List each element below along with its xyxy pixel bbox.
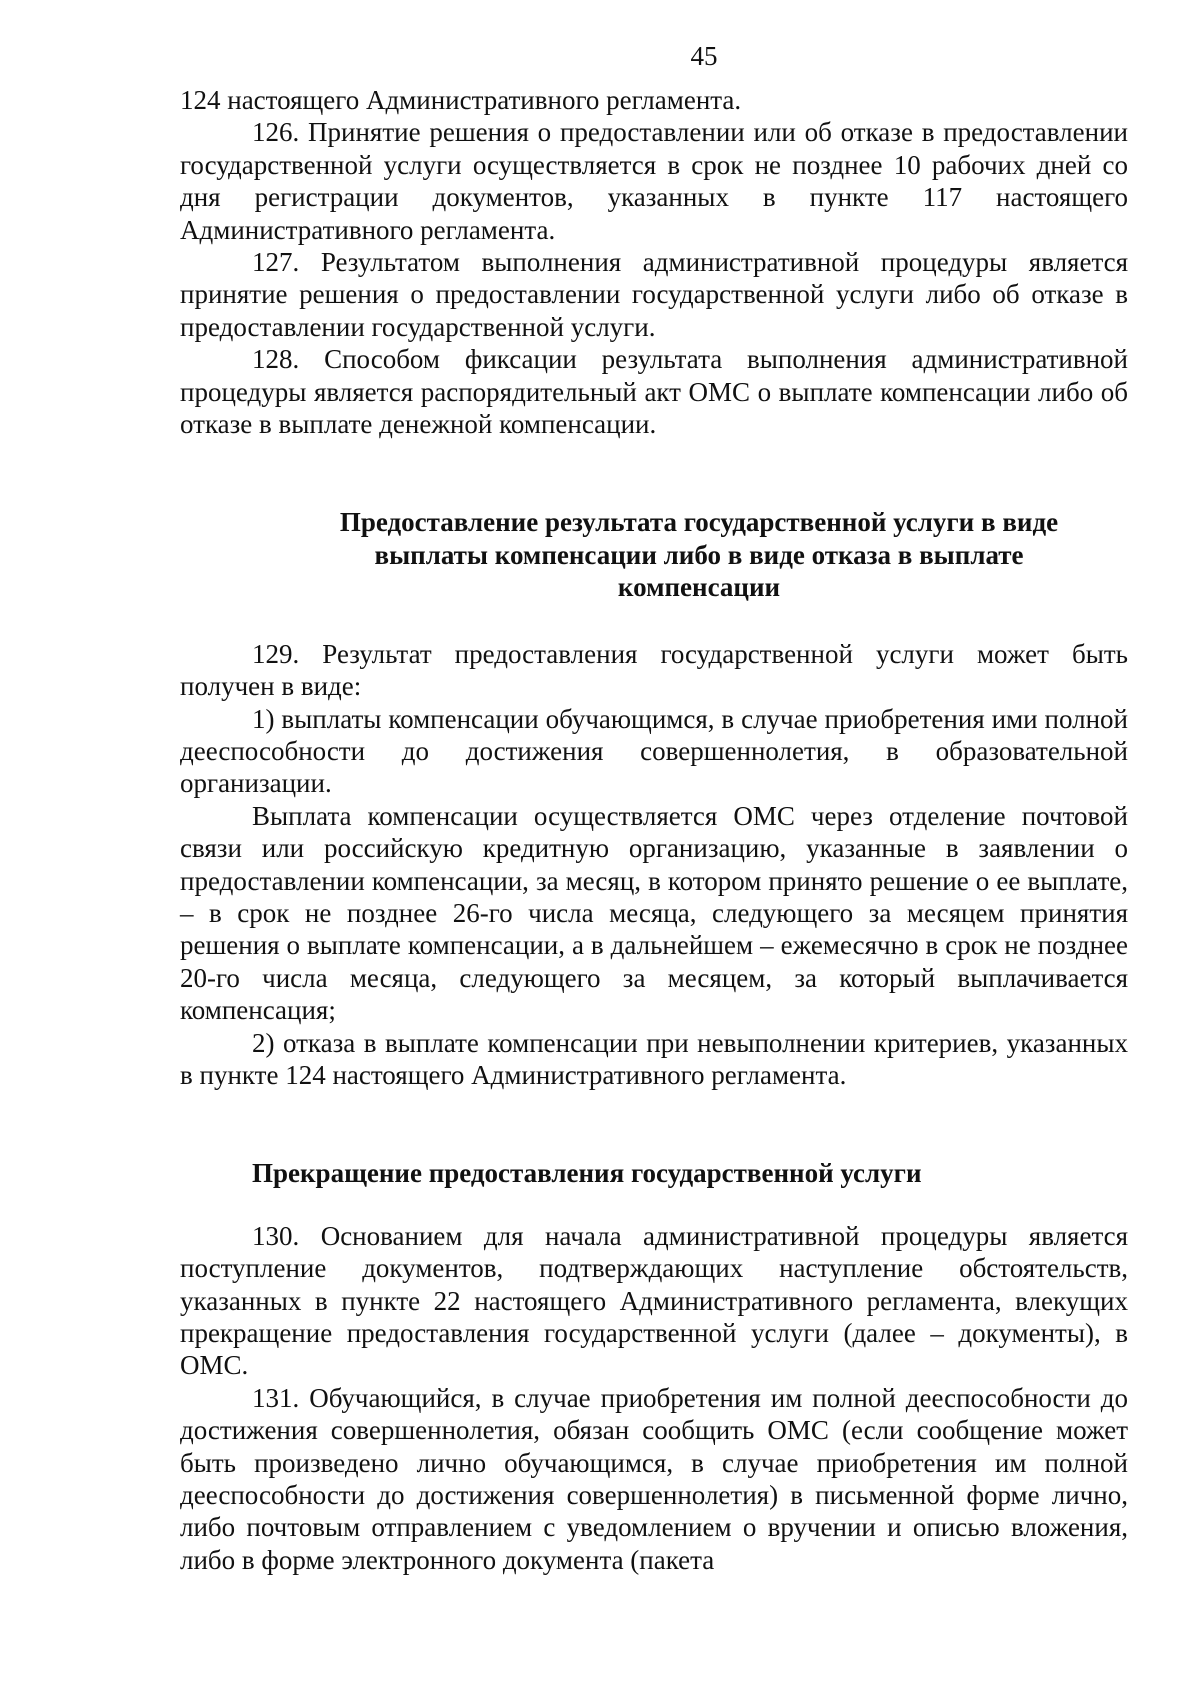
paragraph-continuation: 124 настоящего Административного регламента. (180, 85, 742, 115)
paragraph-129: 129. Результат предоставления государственной услуги может быть получен в виде: (180, 638, 1128, 702)
section-heading-termination: Прекращение предоставления государственной услуги (252, 1158, 922, 1189)
list-item-2: 2) отказа в выплате компенсации при невыполнении критериев, указанных в пункте 124 настоящего Административного регламента. (180, 1027, 1128, 1090)
page-number: 45 (690, 41, 718, 71)
paragraph-126: 126. Принятие решения о предоставлении или об отказе в предоставлении государственной услуги осуществляется в срок не позднее 10 рабочих дней со дня регистрации документов, указанных в пункте 117 настоящего Административного регламента. (180, 117, 1128, 245)
section-heading-result: Предоставление результата государственной услуги в виде выплаты компенсации либо в виде отказа в выплате компенсации (339, 507, 1059, 603)
list-item-1: 1) выплаты компенсации обучающимся, в случае приобретения ими полной дееспособности до достижения совершеннолетия, в образовательной организации. (180, 703, 1128, 799)
heading-wrapper (180, 1157, 1128, 1189)
spacer (180, 604, 1128, 638)
heading-wrapper (180, 506, 1128, 603)
spacer (180, 1091, 1128, 1157)
paragraph-127: 127. Результатом выполнения административной процедуры является принятие решения о предоставлении государственной услуги либо об отказе в предоставлении государственной услуги. (180, 247, 1128, 342)
document-page (180, 40, 1128, 1576)
spacer (180, 1190, 1128, 1220)
paragraph-131: 131. Обучающийся, в случае приобретения им полной дееспособности до достижения совершеннолетия, обязан сообщить ОМС (если сообщение может быть произведено лично обучающимся, в случае приобретения им полной дееспособности до достижения совершеннолетия) в письменной форме лично, либо почтовым отправлением с уведомлением о вручении и описью вложения, либо в форме электронного документа (пакета (180, 1382, 1128, 1575)
spacer (180, 440, 1128, 506)
paragraph-128: 128. Способом фиксации результата выполнения административной процедуры является распорядительный акт ОМС о выплате компенсации либо об отказе в выплате денежной компенсации. (180, 344, 1128, 440)
paragraph-130: 130. Основанием для начала административной процедуры является поступление документов, подтверждающих наступление обстоятельств, указанных в пункте 22 настоящего Административного регламента, влекущих прекращение предоставления государственной услуги (далее – документы), в ОМС. (180, 1220, 1128, 1381)
paragraph-payment: Выплата компенсации осуществляется ОМС через отделение почтовой связи или российскую кредитную организацию, указанные в заявлении о предоставлении компенсации, за месяц, в котором принято решение о ее выплате, – в срок не позднее 26-го числа месяца, следующего за месяцем принятия решения о выплате компенсации, а в дальнейшем – ежемесячно в срок не позднее 20-го числа месяца, следующего за месяцем, за который выплачивается компенсация; (180, 800, 1128, 1026)
